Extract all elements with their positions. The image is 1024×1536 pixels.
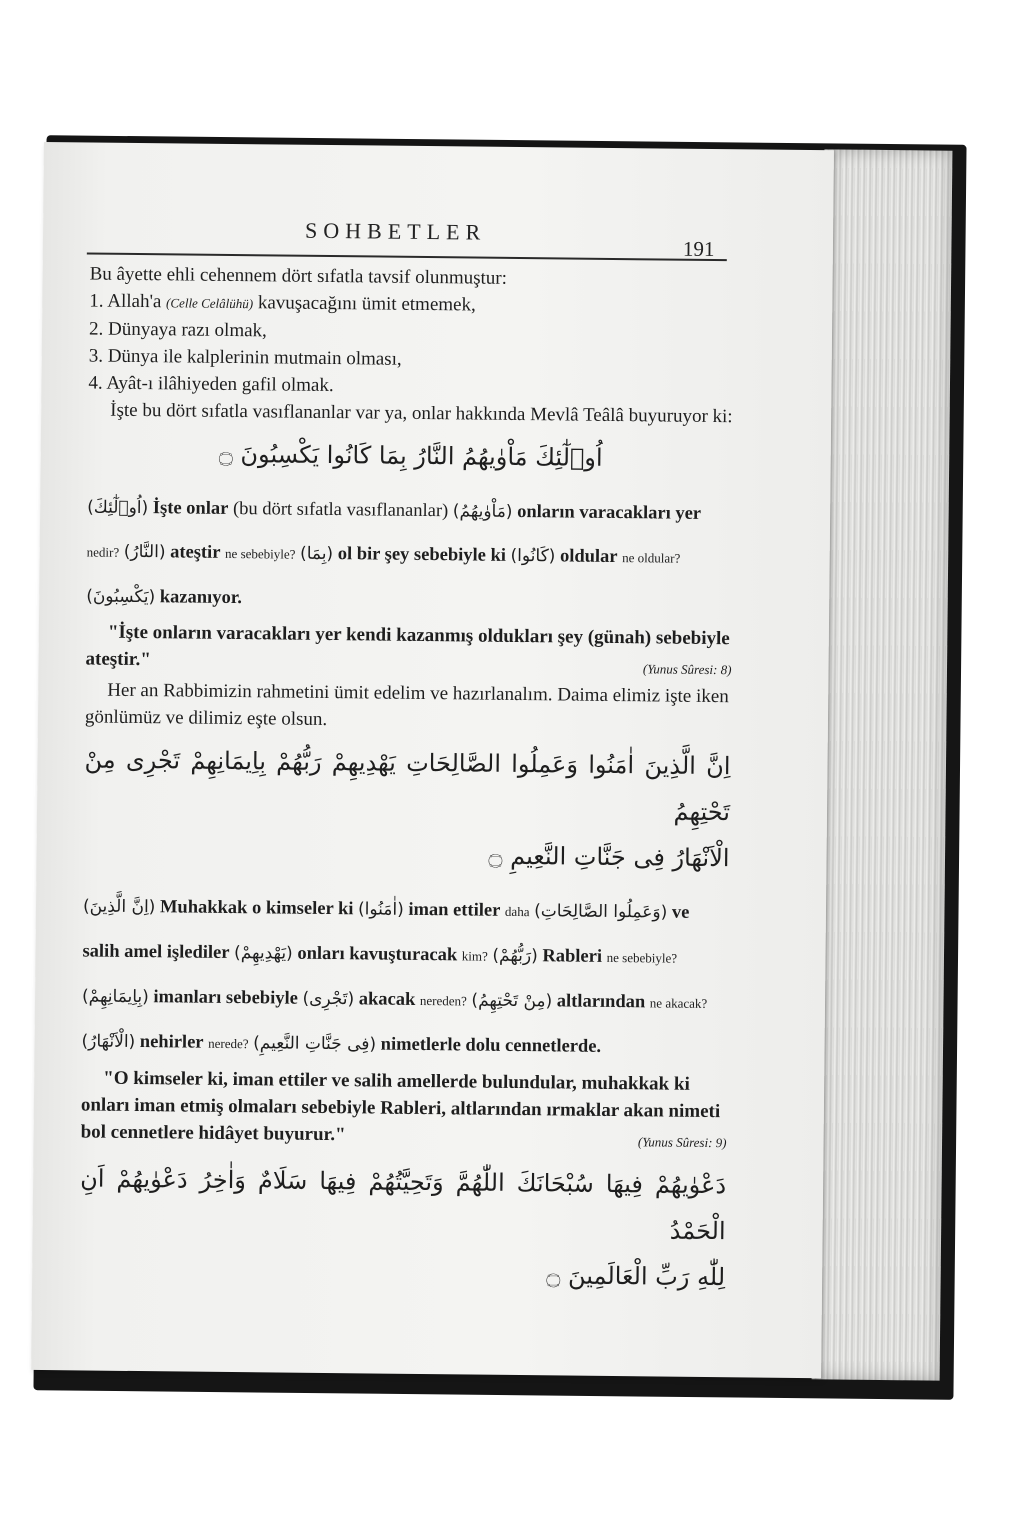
page-edges bbox=[812, 149, 953, 1380]
gloss-arabic: (الْاَنْهَارُ) bbox=[81, 1031, 136, 1053]
ayah-line: لِلّٰهِ رَبِّ الْعَالَمِينَ ۝ bbox=[546, 1261, 726, 1292]
gloss-meaning: onların varacakları yer bbox=[517, 501, 702, 524]
gloss-question: nerede? bbox=[208, 1035, 249, 1052]
gloss-yunus-8 bbox=[86, 485, 733, 625]
gloss-question: nereden? bbox=[419, 992, 467, 1009]
page-number: 191 bbox=[682, 236, 715, 262]
gloss-meaning: iman ettiler bbox=[408, 899, 501, 921]
gloss-meaning: İşte onlar bbox=[152, 498, 229, 519]
quote-source: (Yunus Sûresi: 8) bbox=[642, 661, 732, 678]
gloss-meaning: Rableri bbox=[542, 946, 603, 967]
gloss-meaning: imanları sebebiyle bbox=[153, 987, 298, 1009]
quote-source: (Yunus Sûresi: 9) bbox=[637, 1134, 727, 1151]
gloss-meaning: nimetlerle dolu cennetlerde. bbox=[380, 1034, 602, 1057]
gloss-meaning: nehirler bbox=[139, 1032, 204, 1053]
gloss-yunus-9 bbox=[81, 884, 729, 1071]
ayah-yunus-8: اُو۬لٰٓئِكَ مَاْوٰيهُمُ النَّارُ بِمَا كَانُوا يَكْسِبُونَ ۝ bbox=[218, 439, 603, 472]
gloss-arabic: (يَهْدِيهِمْ) bbox=[234, 943, 293, 964]
gloss-arabic: (النَّارُ) bbox=[123, 541, 166, 563]
translation-quote-2 bbox=[80, 1064, 727, 1152]
honorific-note: (Celle Celâlühü) bbox=[166, 295, 254, 312]
gloss-question: ne oldular? bbox=[622, 550, 681, 566]
gloss-question: ne sebebiyle? bbox=[606, 949, 678, 966]
gloss-arabic: (يَكْسِبُونَ) bbox=[86, 586, 156, 608]
gloss-arabic: (رَبُّهُمْ) bbox=[492, 945, 538, 967]
gloss-explanation: (bu dört sıfatla vasıflananlar) bbox=[232, 498, 449, 522]
gloss-arabic: (بِمَا) bbox=[300, 543, 334, 565]
list-item-4: 4. Ayât-ı ilâhiyeden gafil olmak. bbox=[88, 372, 334, 397]
ayah-yunus-9 bbox=[83, 736, 730, 881]
translation-quote-1 bbox=[85, 618, 732, 679]
gloss-meaning: altlarından bbox=[556, 991, 646, 1013]
gloss-meaning: ol bir şey sebebiyle ki bbox=[337, 544, 507, 566]
gloss-meaning: onları kavuşturacak bbox=[297, 943, 458, 966]
gloss-meaning: kazanıyor. bbox=[159, 587, 242, 609]
gloss-arabic: (مِنْ تَحْتِهِمُ) bbox=[471, 990, 553, 1012]
quote-text: "İşte onların varacakları yer kendi kazanmış oldukları şey (günah) sebebiyle ateştir." bbox=[85, 621, 730, 671]
gloss-meaning: Muhakkak o kimseler ki bbox=[159, 897, 354, 920]
paragraph-hope: Her an Rabbimizin rahmetini ümit edelim ve hazırlanalım. Daima elimiz işte iken gönlümüz ve dilimiz eşte olsun. bbox=[84, 679, 729, 730]
intro-line: Bu âyette ehli cehennem dört sıfatla tavsif olunmuştur: bbox=[89, 263, 508, 289]
list-item-2: 2. Dünyaya razı olmak, bbox=[88, 318, 267, 342]
gloss-arabic: (مَاْوٰيهُمُ) bbox=[452, 501, 513, 522]
gloss-meaning: ateştir bbox=[170, 542, 221, 563]
ayah-line: اِنَّ الَّذِينَ اٰمَنُوا وَعَمِلُوا الصَّالِحَاتِ يَهْدِيهِمْ رَبُّهُمْ بِاِيمَانِهِمْ تَجْرِى مِنْ تَحْتِهِمُ bbox=[84, 745, 731, 827]
gloss-question: kim? bbox=[461, 948, 488, 964]
gloss-arabic: (تَجْرِى) bbox=[302, 988, 355, 1010]
gloss-meaning: oldular bbox=[559, 546, 618, 568]
gloss-question: ne akacak? bbox=[649, 995, 708, 1011]
list-item-1-start: 1. Allah'a bbox=[89, 290, 162, 313]
list-item-1-end: kavuşacağını ümit etmemek, bbox=[257, 292, 476, 316]
gloss-question: nedir? bbox=[86, 544, 120, 560]
quote-text: "O kimseler ki, iman ettiler ve salih amellerde bulundular, muhakkak ki onları iman etmiş olmaları sebebiyle Rableri, altlarından ırmaklar akan nimeti bol cennetlere hidâyet buyurur." bbox=[80, 1067, 721, 1146]
header-rule bbox=[87, 252, 727, 261]
gloss-arabic: (اِنَّ الَّذِينَ) bbox=[82, 896, 156, 918]
ayah-yunus-10 bbox=[79, 1155, 726, 1300]
ayah-line: الْاَنْهَارُ فِى جَنَّاتِ النَّعِيمِ ۝ bbox=[488, 841, 730, 873]
gloss-arabic: (اُو۬لٰٓئِكَ) bbox=[87, 497, 149, 519]
gloss-question: ne sebebiyle? bbox=[225, 545, 296, 562]
running-title: SOHBETLER bbox=[304, 217, 487, 245]
gloss-arabic: (فِى جَنَّاتِ النَّعِيمِ) bbox=[253, 1033, 377, 1055]
gloss-arabic: (بِاِيمَانِهِمْ) bbox=[81, 986, 149, 1008]
gloss-meaning: akacak bbox=[358, 989, 416, 1010]
gloss-arabic: (اٰمَنُوا) bbox=[357, 899, 404, 920]
gloss-question: daha bbox=[504, 903, 530, 920]
ayah-line: دَعْوٰيهُمْ فِيهَا سُبْحَانَكَ اللّٰهُمَّ وَتَحِيَّتُهُمْ فِيهَا سَلَامٌ وَاٰخِرُ دَعْوٰيهُمْ اَنِ الْحَمْدُ bbox=[80, 1164, 727, 1246]
paragraph-intro-ayah: İşte bu dört sıfatla vasıflananlar var ya, onlar hakkında Mevlâ Teâlâ buyuruyor ki: bbox=[110, 399, 733, 428]
book-page bbox=[31, 142, 834, 1378]
list-item-3: 3. Dünya ile kalplerinin mutmain olması, bbox=[88, 345, 402, 370]
gloss-arabic: (كَانُوا) bbox=[510, 545, 556, 567]
gloss-meaning: ve salih amel işlediler bbox=[82, 902, 690, 963]
gloss-arabic: (وَعَمِلُوا الصَّالِحَاتِ) bbox=[534, 901, 668, 923]
page-body bbox=[79, 260, 736, 1310]
